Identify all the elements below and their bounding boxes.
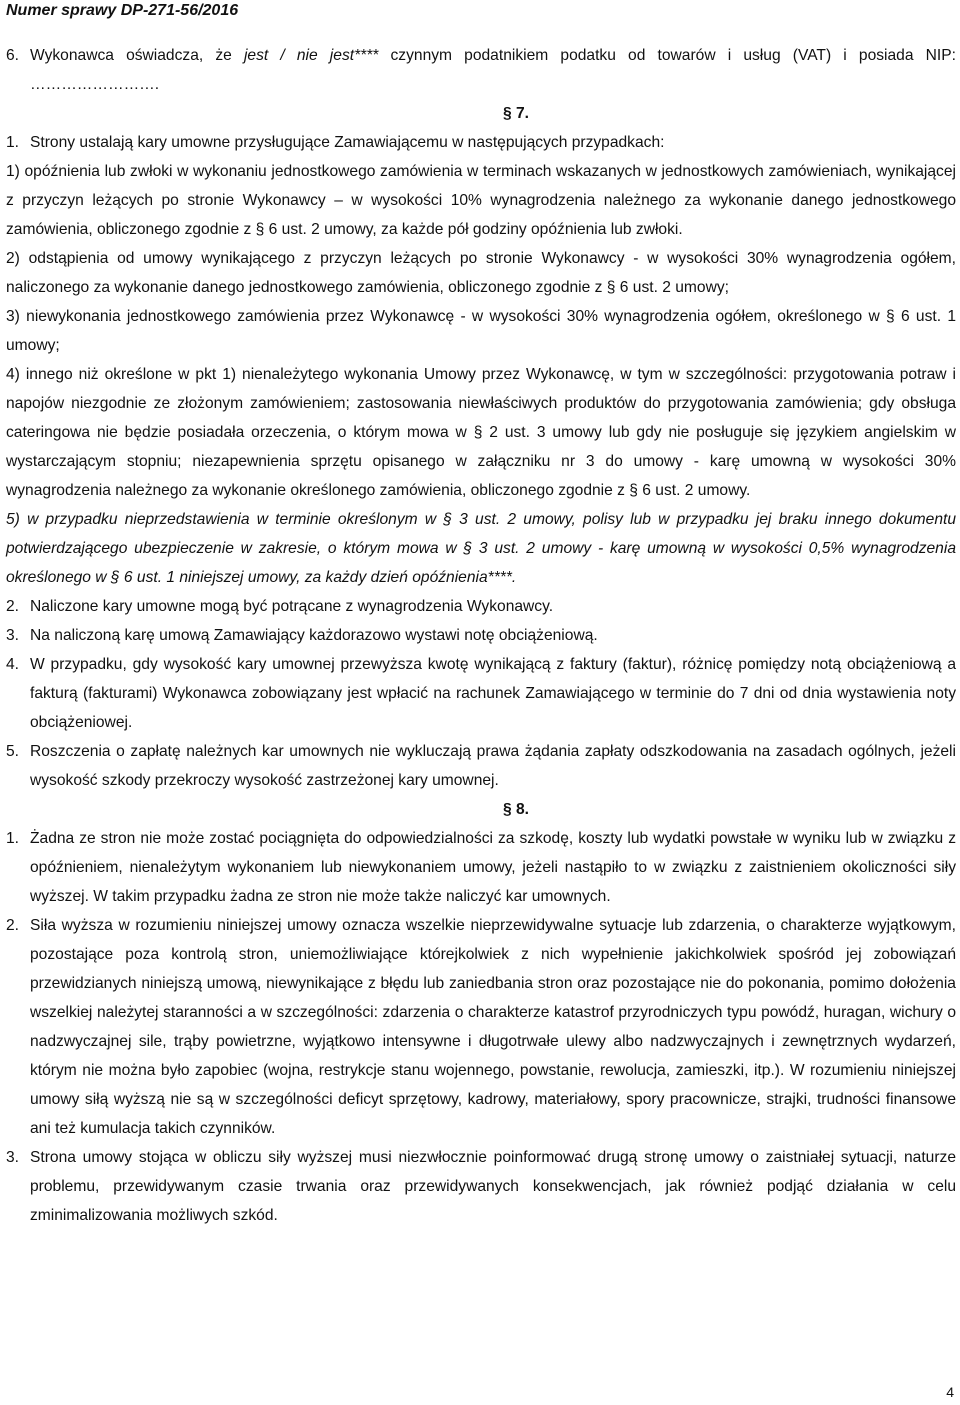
section-8-paragraph-3 [6, 1143, 956, 1230]
penalty-point-5: 5) w przypadku nieprzedstawienia w terminie określonym w § 3 ust. 2 umowy, polisy lub w przypadku jej braku innego dokumentu potwierdzającego ubezpieczenie w zakresie, o którym mowa w § 3 ust. 2 umowy - karę umowną w wysokości 0,5% wynagrodzenia określonego w § 6 ust. 1 niniejszej umowy, za każdy dzień opóźnienia****. [6, 511, 956, 586]
section-7-paragraph-4 [6, 650, 956, 737]
vat-status-italic: jest / nie jest**** [243, 47, 379, 64]
paragraph-number: 1. [6, 830, 20, 847]
paragraph-text: Wykonawca oświadcza, że jest / nie jest**** czynnym podatnikiem podatku od towarów i usług (VAT) i posiada NIP: ……………………. [30, 47, 956, 93]
penalty-point-2: 2) odstąpienia od umowy wynikającego z przyczyn leżących po stronie Wykonawcy - w wysokości 30% wynagrodzenia ogółem, naliczonego za wykonanie danego jednostkowego zamówienia, obliczonego zgodnie z § 6 ust. 2 umowy; [6, 250, 956, 296]
penalty-point-1: 1) opóźnienia lub zwłoki w wykonaniu jednostkowego zamówienia w terminach wskazanych w jednostkowych zamówieniach, wynikającej z przyczyn leżących po stronie Wykonawcy – w wysokości 10% wynagrodzenia należnego za wykonanie danego jednostkowego zamówienia, obliczonego zgodnie z § 6 ust. 2 umowy, za każde pół godziny opóźnienia lub zwłoki. [6, 163, 956, 238]
document-body [6, 41, 956, 1230]
penalty-point-3: 3) niewykonania jednostkowego zamówienia przez Wykonawcę - w wysokości 30% wynagrodzenia ogółem, określonego w § 6 ust. 1 umowy; [6, 308, 956, 354]
section-8-heading: § 8. [502, 801, 529, 818]
paragraph-number: 5. [6, 743, 20, 760]
paragraph-number: 1. [6, 134, 20, 151]
paragraph-number: 3. [6, 1149, 20, 1166]
paragraph-text: Żadna ze stron nie może zostać pociągnięta do odpowiedzialności za szkodę, koszty lub wydatki powstałe w wyniku lub w związku z opóźnieniem, nienależytym wykonaniem lub niewykonaniem umowy, jeżeli nastąpiło to w związku z zaistnieniem okoliczności siły wyższej. W takim przypadku żadna ze stron nie może także naliczyć kar umownych. [30, 830, 956, 905]
paragraph-number: 3. [6, 627, 20, 644]
section-8-paragraph-1 [6, 824, 956, 911]
penalty-point-4: 4) innego niż określone w pkt 1) nienależytego wykonania Umowy przez Wykonawcę, w tym w szczególności: przygotowania potraw i napojów niezgodnie ze złożonym zamówieniem; zastosowania niewłaściwych produktów do przygotowania zamówienia; gdy obsługa cateringowa nie będzie posiadała orzeczenia, o którym mowa w § 2 ust. 3 umowy lub gdy nie posługuje się językiem angielskim w wystarczającym stopniu; niezapewnienia sprzętu opisanego w załączniku nr 3 do umowy - karę umowną w wysokości 30% wynagrodzenia należnego za wykonanie określonego zamówienia, obliczonego zgodnie z § 6 ust. 2 umowy. [6, 366, 956, 499]
paragraph-text: Naliczone kary umowne mogą być potrącane z wynagrodzenia Wykonawcy. [30, 598, 554, 615]
paragraph-text: Strony ustalają kary umowne przysługujące Zamawiającemu w następujących przypadkach: [30, 134, 665, 151]
section-7-paragraph-3 [6, 621, 956, 650]
paragraph-text: Strona umowy stojąca w obliczu siły wyższej musi niezwłocznie poinformować drugą stronę umowy o zaistniałej sytuacji, naturze problemu, przewidywanym czasie trwania oraz przewidywanych konsekwencjach, jak również podjąć działania w celu zminimalizowania możliwych szkód. [30, 1149, 956, 1224]
section-7-paragraph-1 [6, 128, 956, 157]
section-7-heading: § 7. [502, 105, 529, 122]
case-number-header: Numer sprawy DP-271-56/2016 [6, 2, 239, 19]
paragraph-text: Roszczenia o zapłatę należnych kar umownych nie wykluczają prawa żądania zapłaty odszkodowania na zasadach ogólnych, jeżeli wysokość szkody przekroczy wysokość zastrzeżonej kary umownej. [30, 743, 956, 789]
paragraph-text: Siła wyższa w rozumieniu niniejszej umowy oznacza wszelkie nieprzewidywalne sytuacje lub zdarzenia, o charakterze wyjątkowym, pozostające poza kontrolą stron, uniemożliwiające którejkolwiek z nich wypełnienie jakichkolwiek spośród jej zobowiązań przewidzianych niniejszą umową, niewynikające z błędu lub zaniedbania stron oraz pozostające nie do pokonania, pomimo dołożenia wszelkiej należytej staranności a w szczególności: zdarzenia o charakterze katastrof przyrodniczych typu powódź, huragan, wichury o nadzwyczajnej sile, trąby powietrzne, wyjątkowo intensywne i długotrwałe ulewy albo nadzwyczajnych i zewnętrznych wydarzeń, którym nie można było zapobiec (wojna, restrykcje stanu wojennego, powstanie, rewolucja, zamieszki, itp.). W rozumieniu niniejszej umowy siłą wyższą nie są w szczególności deficyt sprzętowy, kadrowy, materiałowy, spory pracownicze, strajki, trudności finansowe ani też kumulacja takich czynników. [30, 917, 956, 1137]
section-8-paragraph-2 [6, 911, 956, 1143]
paragraph-text: W przypadku, gdy wysokość kary umownej przewyższa kwotę wynikającą z faktury (faktur), różnicę pomiędzy notą obciążeniową a fakturą (fakturami) Wykonawca zobowiązany jest wpłacić na rachunek Zamawiającego w terminie do 7 dni od dnia wystawienia noty obciążeniowej. [30, 656, 956, 731]
section-7-paragraph-2 [6, 592, 956, 621]
paragraph-number: 2. [6, 598, 20, 615]
paragraph-number: 6. [6, 47, 20, 64]
paragraph-text: Na naliczoną karę umową Zamawiający każdorazowo wystawi notę obciążeniową. [30, 627, 598, 644]
paragraph-6 [6, 41, 956, 99]
paragraph-number: 2. [6, 917, 20, 934]
paragraph-number: 4. [6, 656, 20, 673]
page-number: 4 [946, 1384, 954, 1400]
section-7-paragraph-5 [6, 737, 956, 795]
